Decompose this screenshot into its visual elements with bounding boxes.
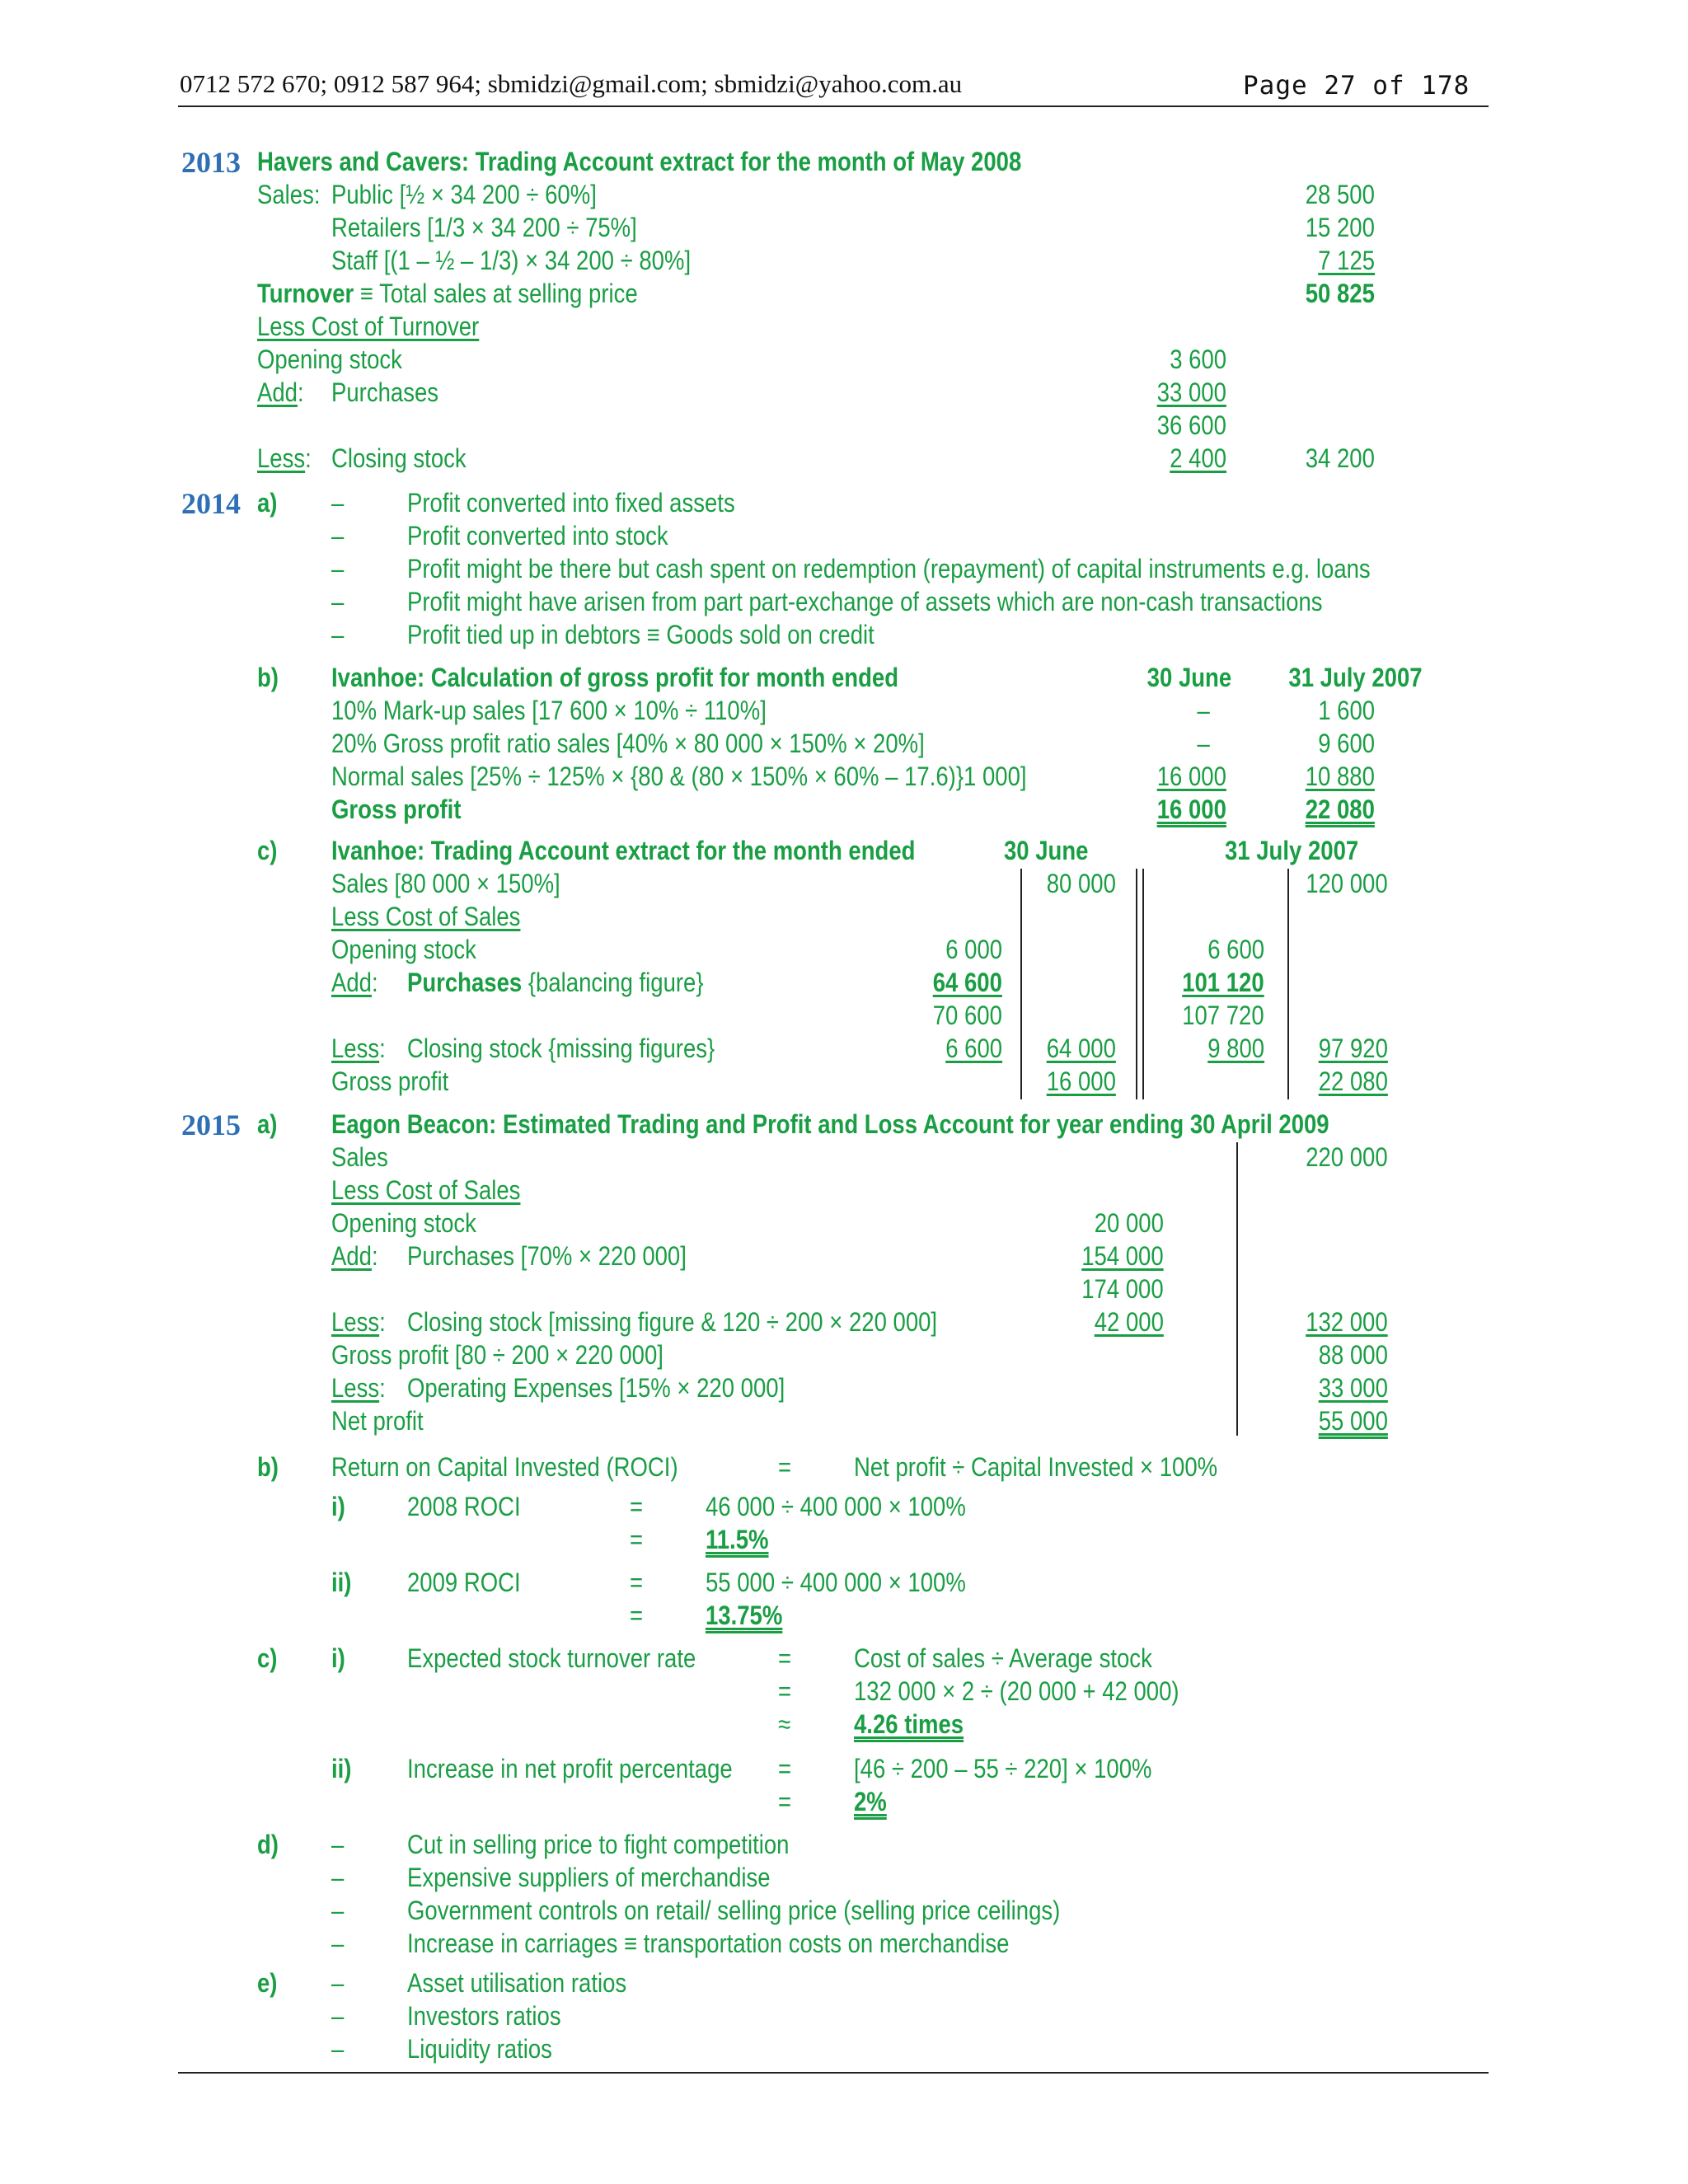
equals-sign: = bbox=[630, 1492, 644, 1521]
q2014-b-row-v1: – bbox=[1197, 696, 1210, 725]
q2015-npp-answer: 2% bbox=[854, 1787, 887, 1816]
dash: – bbox=[331, 1830, 345, 1859]
equals-sign: = bbox=[778, 1452, 792, 1482]
q2015-e-item: Asset utilisation ratios bbox=[407, 1968, 627, 1998]
equals-sign: = bbox=[778, 1676, 792, 1706]
equals-sign: = bbox=[630, 1568, 644, 1597]
q2014-a-item: Profit might be there but cash spent on redemption (repayment) of capital instruments e.g. loans bbox=[407, 554, 1371, 583]
q2013-add-colon: : bbox=[297, 377, 304, 407]
q2014-c-add-word: Add bbox=[331, 968, 372, 997]
q2015-cost-val: 132 000 bbox=[1306, 1307, 1388, 1337]
q2014-c-purchases-bold: Purchases bbox=[407, 968, 523, 997]
q2013-staff: Staff [(1 – ½ – 1/3) × 34 200 ÷ 80%] bbox=[331, 246, 692, 275]
q2014-c-less bbox=[331, 1033, 386, 1063]
equals-sign: = bbox=[778, 1754, 792, 1783]
q2015-c-i-label: i) bbox=[331, 1643, 345, 1673]
q2015-roci-label: Return on Capital Invested (ROCI) bbox=[331, 1452, 678, 1482]
q2014-a-item: Profit converted into fixed assets bbox=[407, 488, 735, 518]
q2015-roci2008-calc: 46 000 ÷ 400 000 × 100% bbox=[706, 1492, 966, 1521]
q2014-a-label: a) bbox=[257, 488, 278, 518]
q2015-a-title: Eagon Beacon: Estimated Trading and Profit and Loss Account for year ending 30 April 2009 bbox=[331, 1109, 1329, 1139]
q2014-c-closing-v1: 6 600 bbox=[945, 1033, 1002, 1063]
q2015-opex bbox=[331, 1373, 386, 1403]
q2015-e-item: Liquidity ratios bbox=[407, 2034, 552, 2064]
q2014-b-row-v1: 16 000 bbox=[1156, 762, 1226, 791]
q2013-public-val: 28 500 bbox=[1305, 180, 1375, 209]
q2014-b-row-label: 20% Gross profit ratio sales [40% × 80 000 × 150% × 20%] bbox=[331, 729, 925, 758]
q2015-turnover-calc: 132 000 × 2 ÷ (20 000 + 42 000) bbox=[854, 1676, 1179, 1706]
q2015-opex-colon: : bbox=[379, 1373, 386, 1403]
q2014-c-purchases-v2: 101 120 bbox=[1182, 968, 1264, 997]
q2013-add bbox=[257, 377, 304, 407]
q2014-c-col1: 30 June bbox=[1004, 836, 1089, 865]
q2014-a-item: Profit converted into stock bbox=[407, 521, 668, 551]
q2015-e-item: Investors ratios bbox=[407, 2001, 561, 2031]
column-divider bbox=[1287, 869, 1289, 1099]
q2015-b-ii-label: ii) bbox=[331, 1568, 352, 1597]
column-divider bbox=[1020, 869, 1022, 1099]
q2014-c-less-cost: Less Cost of Sales bbox=[331, 902, 521, 931]
q2015-roci2008-answer: 11.5% bbox=[706, 1525, 769, 1554]
q2015-d-item: Increase in carriages ≡ transportation costs on merchandise bbox=[407, 1929, 1010, 1958]
q2014-c-less-word: Less bbox=[331, 1033, 380, 1063]
q2015-opex-val: 33 000 bbox=[1318, 1373, 1388, 1403]
q2015-purchases-val: 154 000 bbox=[1081, 1241, 1164, 1271]
header-contact: 0712 572 670; 0912 587 964; sbmidzi@gmail.com; sbmidzi@yahoo.com.au bbox=[180, 69, 963, 98]
q2015-turnover-label: Expected stock turnover rate bbox=[407, 1643, 696, 1673]
q2015-gp: Gross profit [80 ÷ 200 × 220 000] bbox=[331, 1340, 663, 1370]
year-2015: 2015 bbox=[181, 1108, 241, 1141]
q2013-purchases-val: 33 000 bbox=[1156, 377, 1226, 407]
q2014-c-gp: Gross profit bbox=[331, 1066, 449, 1096]
q2013-closing-val: 2 400 bbox=[1170, 443, 1226, 473]
q2014-b-title: Ivanhoe: Calculation of gross profit for month ended bbox=[331, 663, 899, 692]
page-number: Page 27 of 178 bbox=[1243, 71, 1470, 101]
q2015-turnover-formula: Cost of sales ÷ Average stock bbox=[854, 1643, 1152, 1673]
q2014-c-cost-v2: 97 920 bbox=[1318, 1033, 1388, 1063]
q2013-retailers: Retailers [1/3 × 34 200 ÷ 75%] bbox=[331, 213, 637, 242]
q2015-b-label: b) bbox=[257, 1452, 279, 1482]
q2014-b-col1: 30 June bbox=[1146, 663, 1231, 692]
q2014-c-opening-v2: 6 600 bbox=[1207, 935, 1264, 964]
q2014-c-title: Ivanhoe: Trading Account extract for the month ended bbox=[331, 836, 916, 865]
q2014-c-add bbox=[331, 968, 378, 997]
q2015-subtotal: 174 000 bbox=[1081, 1274, 1164, 1304]
dash: – bbox=[331, 1896, 345, 1925]
q2015-turnover-answer: 4.26 times bbox=[854, 1709, 964, 1739]
q2015-npp-calc: [46 ÷ 200 – 55 ÷ 220] × 100% bbox=[854, 1754, 1152, 1783]
q2015-roci-formula: Net profit ÷ Capital Invested × 100% bbox=[854, 1452, 1218, 1482]
q2015-b-i-label: i) bbox=[331, 1492, 345, 1521]
q2015-c-label: c) bbox=[257, 1643, 278, 1673]
q2014-c-sub-v2: 107 720 bbox=[1182, 1001, 1264, 1030]
q2014-c-purchases-v1: 64 600 bbox=[932, 968, 1002, 997]
q2013-opening-val: 3 600 bbox=[1170, 344, 1226, 374]
footer-rule bbox=[178, 2072, 1489, 2074]
q2015-np-val: 55 000 bbox=[1318, 1406, 1388, 1436]
column-divider bbox=[1236, 1142, 1238, 1436]
q2014-b-row-label: Normal sales [25% ÷ 125% × {80 & (80 × 150% × 60% – 17.6)}1 000] bbox=[331, 762, 1027, 791]
q2015-gp-val: 88 000 bbox=[1318, 1340, 1388, 1370]
q2015-np: Net profit bbox=[331, 1406, 424, 1436]
q2015-npp-label: Increase in net profit percentage bbox=[407, 1754, 733, 1783]
q2013-less-colon: : bbox=[305, 443, 312, 473]
dash: – bbox=[331, 554, 345, 583]
q2013-opening: Opening stock bbox=[257, 344, 402, 374]
q2014-c-opening: Opening stock bbox=[331, 935, 476, 964]
dash: – bbox=[331, 488, 345, 518]
q2015-less-word: Less bbox=[331, 1307, 380, 1337]
q2015-d-item: Expensive suppliers of merchandise bbox=[407, 1863, 771, 1892]
dash: – bbox=[331, 521, 345, 551]
q2015-less-cost: Less Cost of Sales bbox=[331, 1175, 521, 1205]
q2014-c-opening-v1: 6 000 bbox=[945, 935, 1002, 964]
column-divider-double bbox=[1136, 869, 1144, 1099]
q2014-b-row-v1: – bbox=[1197, 729, 1210, 758]
q2014-b-row-v2: 22 080 bbox=[1305, 794, 1375, 824]
q2013-closing: Closing stock bbox=[331, 443, 467, 473]
q2013-retailers-val: 15 200 bbox=[1305, 213, 1375, 242]
dash: – bbox=[331, 1929, 345, 1958]
q2015-add-colon: : bbox=[371, 1241, 378, 1271]
equals-sign: = bbox=[630, 1525, 644, 1554]
q2015-closing: Closing stock [missing figure & 120 ÷ 200 × 220 000] bbox=[407, 1307, 938, 1337]
header-rule bbox=[178, 105, 1489, 107]
q2014-c-sub-v1: 70 600 bbox=[932, 1001, 1002, 1030]
q2014-c-label: c) bbox=[257, 836, 278, 865]
q2014-a-item: Profit tied up in debtors ≡ Goods sold on credit bbox=[407, 620, 874, 649]
q2015-roci2009: 2009 ROCI bbox=[407, 1568, 521, 1597]
q2014-c-sales: Sales [80 000 × 150%] bbox=[331, 869, 560, 898]
equals-sign: = bbox=[778, 1643, 792, 1673]
q2013-less-cost: Less Cost of Turnover bbox=[257, 312, 480, 341]
q2015-a-label: a) bbox=[257, 1109, 278, 1139]
q2014-b-row-v2: 1 600 bbox=[1318, 696, 1375, 725]
q2014-c-gp-v2: 22 080 bbox=[1318, 1066, 1388, 1096]
dash: – bbox=[331, 2001, 345, 2031]
q2015-roci2008: 2008 ROCI bbox=[407, 1492, 521, 1521]
q2015-opening: Opening stock bbox=[331, 1208, 476, 1238]
q2014-c-col2: 31 July 2007 bbox=[1225, 836, 1359, 865]
q2013-public: Public [½ × 34 200 ÷ 60%] bbox=[331, 180, 597, 209]
dash: – bbox=[331, 1968, 345, 1998]
q2015-roci2009-calc: 55 000 ÷ 400 000 × 100% bbox=[706, 1568, 966, 1597]
q2014-c-cost-v1: 64 000 bbox=[1046, 1033, 1116, 1063]
q2015-sales-val: 220 000 bbox=[1306, 1142, 1388, 1172]
q2014-b-row-v2: 9 600 bbox=[1318, 729, 1375, 758]
year-2013: 2013 bbox=[181, 146, 241, 179]
q2015-sales: Sales bbox=[331, 1142, 388, 1172]
dash: – bbox=[331, 620, 345, 649]
q2014-c-gp-v1: 16 000 bbox=[1046, 1066, 1116, 1096]
q2014-b-row-v1: 16 000 bbox=[1156, 794, 1226, 824]
q2015-d-item: Cut in selling price to fight competition bbox=[407, 1830, 790, 1859]
q2014-c-less-colon: : bbox=[379, 1033, 386, 1063]
q2014-b-row-v2: 10 880 bbox=[1305, 762, 1375, 791]
q2013-sales-label: Sales: bbox=[257, 180, 321, 209]
q2015-d-label: d) bbox=[257, 1830, 279, 1859]
q2015-closing-val: 42 000 bbox=[1094, 1307, 1164, 1337]
q2014-c-purchases-rest: {balancing figure} bbox=[522, 968, 704, 997]
q2015-add-word: Add bbox=[331, 1241, 372, 1271]
q2014-b-col2: 31 July 2007 bbox=[1288, 663, 1423, 692]
q2014-b-label: b) bbox=[257, 663, 279, 692]
q2014-c-sales-v2: 120 000 bbox=[1306, 869, 1388, 898]
q2015-d-item: Government controls on retail/ selling price (selling price ceilings) bbox=[407, 1896, 1061, 1925]
q2013-purchases: Purchases bbox=[331, 377, 439, 407]
q2013-turnover-val: 50 825 bbox=[1305, 279, 1375, 308]
year-2014: 2014 bbox=[181, 487, 241, 520]
q2013-title: Havers and Cavers: Trading Account extract for the month of May 2008 bbox=[257, 147, 1022, 176]
q2013-turnover-bold: Turnover bbox=[257, 279, 354, 308]
dash: – bbox=[331, 1863, 345, 1892]
q2015-c-ii-label: ii) bbox=[331, 1754, 352, 1783]
q2013-cost-val: 34 200 bbox=[1305, 443, 1375, 473]
equals-sign: = bbox=[630, 1601, 644, 1630]
q2015-opex-label: Operating Expenses [15% × 220 000] bbox=[407, 1373, 785, 1403]
q2013-subtotal: 36 600 bbox=[1156, 410, 1226, 440]
q2013-less bbox=[257, 443, 312, 473]
q2013-turnover bbox=[257, 279, 638, 308]
approx-sign: ≈ bbox=[778, 1709, 791, 1739]
q2015-opening-val: 20 000 bbox=[1094, 1208, 1164, 1238]
dash: – bbox=[331, 587, 345, 616]
q2013-add-word: Add bbox=[257, 377, 298, 407]
q2015-less-colon: : bbox=[379, 1307, 386, 1337]
q2014-c-sales-v1: 80 000 bbox=[1046, 869, 1116, 898]
q2015-e-label: e) bbox=[257, 1968, 278, 1998]
q2013-less-word: Less bbox=[257, 443, 306, 473]
q2013-turnover-rest: ≡ Total sales at selling price bbox=[354, 279, 638, 308]
dash: – bbox=[331, 2034, 345, 2064]
q2015-less bbox=[331, 1307, 386, 1337]
q2014-a-item: Profit might have arisen from part part-exchange of assets which are non-cash transactions bbox=[407, 587, 1323, 616]
q2014-b-row-label: 10% Mark-up sales [17 600 × 10% ÷ 110%] bbox=[331, 696, 767, 725]
q2015-roci2009-answer: 13.75% bbox=[706, 1601, 783, 1630]
q2014-c-add-colon: : bbox=[371, 968, 378, 997]
q2014-b-row-label: Gross profit bbox=[331, 794, 462, 824]
q2013-staff-val: 7 125 bbox=[1318, 246, 1375, 275]
q2014-c-closing-v2: 9 800 bbox=[1207, 1033, 1264, 1063]
q2014-c-closing: Closing stock {missing figures} bbox=[407, 1033, 715, 1063]
equals-sign: = bbox=[778, 1787, 792, 1816]
q2014-c-purchases bbox=[407, 968, 704, 997]
q2015-opex-less: Less bbox=[331, 1373, 380, 1403]
q2015-add bbox=[331, 1241, 378, 1271]
q2015-purchases: Purchases [70% × 220 000] bbox=[407, 1241, 687, 1271]
